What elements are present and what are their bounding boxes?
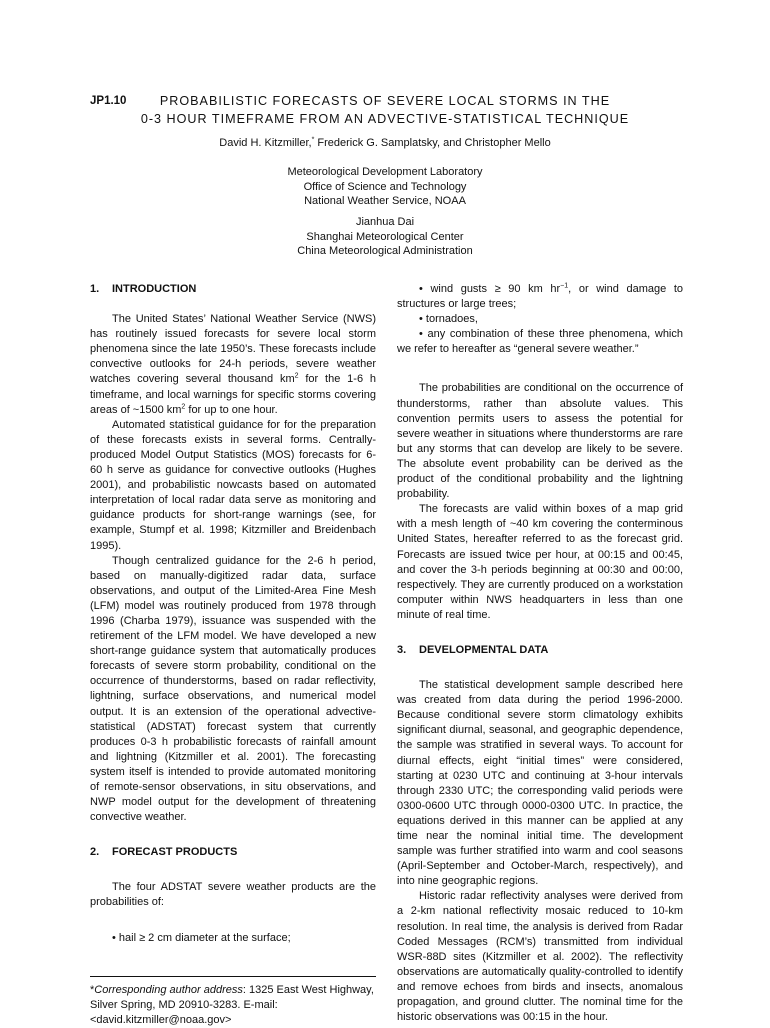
paper-id: JP1.10	[90, 95, 127, 107]
section-heading-introduction: 1. INTRODUCTION	[90, 283, 197, 295]
footnote-corresponding-author: *Corresponding author address: 1325 East West Highway, Silver Spring, MD 20910-3283. E-mail: <david.kitzmiller@noaa.gov>	[90, 983, 374, 1026]
intro-paragraph-3: Though centralized guidance for the 2-6 h period, based on manually-digitized radar data, surface observations, and output of the Limited-Area Fine Mesh (LFM) model was routinely produced from 1978 through 1996 (Charba 1979), issuance was suspended with the retirement of the LFM model. We have developed a new short-range guidance system that automatically produces forecasts of severe storm probability, conditional on the occurrence of thunderstorms, based on radar reflectivity, lightning, surface observations, and numerical model output. It is an extension of the operational advective-statistical (ADSTAT) forecast system that currently produces 0-3 h probabilistic forecasts of rainfall amount and lightning (Kitzmiller et al. 2001). The forecasting system itself is intended to provide automated monitoring of remote-sensor observations, in situ observations, and NWP model output for the development of threatening convective weather.	[90, 554, 376, 824]
footnote-rule	[90, 976, 376, 977]
title-line-2: 0-3 HOUR TIMEFRAME FROM AN ADVECTIVE-STATISTICAL TECHNIQUE	[140, 111, 630, 126]
affiliation-1	[85, 165, 685, 209]
author-1: David H. Kitzmiller,	[219, 137, 312, 149]
products-paragraph-2: The probabilities are conditional on the occurrence of thunderstorms, rather than absolute values. This convention permits users to assess the potential for severe weather in situations where thunderstorms are rare but any storms that can develop are likely to be severe. The absolute event probability can be derived as the product of the conditional probability and the lightning probability.	[397, 382, 683, 501]
affiliation-line: China Meteorological Administration	[297, 245, 473, 257]
section-heading-developmental-data: 3. DEVELOPMENTAL DATA	[397, 643, 549, 656]
intro-paragraph-1: The United States’ National Weather Service (NWS) has routinely issued forecasts for severe local storm phenomena since the late 1950’s. These forecasts include convective outlooks for 24-h periods, severe weather watches covering several thousand $km^2$ for the 1-6 h timeframe, and local warnings for specific storms covering areas of ~1500 $km^2$ for up to one hour.	[90, 313, 377, 416]
bullet-hail: • hail ≥ 2 cm diameter at the surface;	[112, 931, 291, 944]
intro-paragraph-2: Automated statistical guidance for for the preparation of these forecasts exists in several forms. Centrally-produced Model Output Statistics (MOS) forecasts for 6-60 h serve as guidance for convective outlooks (Hughes 2001), and probabilistic nowcasts based on automated interpretation of local radar data serve as monitoring and guidance products for short-range warnings (see, for example, Stumpf et al. 1998; Kitzmiller and Breidenbach 1995).	[90, 418, 376, 552]
right-column	[397, 282, 683, 1025]
title-line-1: PROBABILISTIC FORECASTS OF SEVERE LOCAL STORMS IN THE	[159, 94, 611, 108]
paper-title	[120, 93, 650, 128]
products-paragraph-1: The four ADSTAT severe weather products are the probabilities of:	[90, 881, 376, 909]
author-list	[85, 137, 685, 149]
data-paragraph-2: Historic radar reflectivity analyses were derived from a 2-km national reflectivity mosaic reduced to 10-km resolution. In real time, the analysis is derived from Radar Coded Messages (RCM’s) transmitted from individual WSR-88D sites (Kitzmiller et al. 2002). The reflectivity observations are automatically quality-controlled to identify and remove echoes from birds and insects, anomalous propagation, and ground clutter. The nominal time for the historic observations was 00:15 in the hour.	[397, 890, 683, 1024]
bullet-wind: • wind gusts ≥ 90 km $hr^{-1}$, or wind damage to structures or large trees;	[397, 282, 683, 311]
affiliation-line: Shanghai Meteorological Center	[306, 230, 464, 243]
corresponding-author-mark: *	[311, 136, 315, 144]
products-paragraph-3: The forecasts are valid within boxes of a map grid with a mesh length of ~40 km covering the conterminous United States, hereafter referred to as the forecast grid. Forecasts are issued twice per hour, at 00:15 and 00:45, and cover the 3-h periods beginning at 00:30 and 00:00, respectively. They are currently produced on a workstation computer within NWS headquarters in less than one minute of real time.	[397, 503, 683, 621]
affiliation-line: National Weather Service, NOAA	[304, 195, 466, 207]
affiliation-2	[85, 215, 685, 259]
authors-rest: Frederick G. Samplatsky, and Christopher Mello	[314, 137, 551, 149]
bullet-tornadoes: • tornadoes,	[419, 313, 478, 326]
left-column	[90, 282, 376, 1028]
data-paragraph-1: The statistical development sample described here was created from data during the period 1996-2000. Because conditional severe storm climatology exhibits significant diurnal, seasonal, and geographic dependence, the sample was stratified in several ways. To account for diurnal effects, eight “initial times” were considered, starting at 0230 UTC and continuing at 3-hour intervals through 2330 UTC; the corresponding valid periods were 0300-0600 UTC through 0000-0300 UTC. In practice, the equations derived in this manner can be applied at any time near the nominal initial time. The development sample was further stratified into warm and cool seasons (April-September and October-March, respectively), and into nine geographic regions.	[397, 679, 683, 888]
section-heading-forecast-products: 2. FORECAST PRODUCTS	[90, 846, 238, 859]
affiliation-line: Office of Science and Technology	[303, 180, 467, 193]
bullet-combination: • any combination of these three phenomena, which we refer to hereafter as “general severe weather.”	[397, 328, 683, 356]
affiliation-line: Meteorological Development Laboratory	[287, 166, 483, 178]
author-2: Jianhua Dai	[355, 216, 415, 228]
